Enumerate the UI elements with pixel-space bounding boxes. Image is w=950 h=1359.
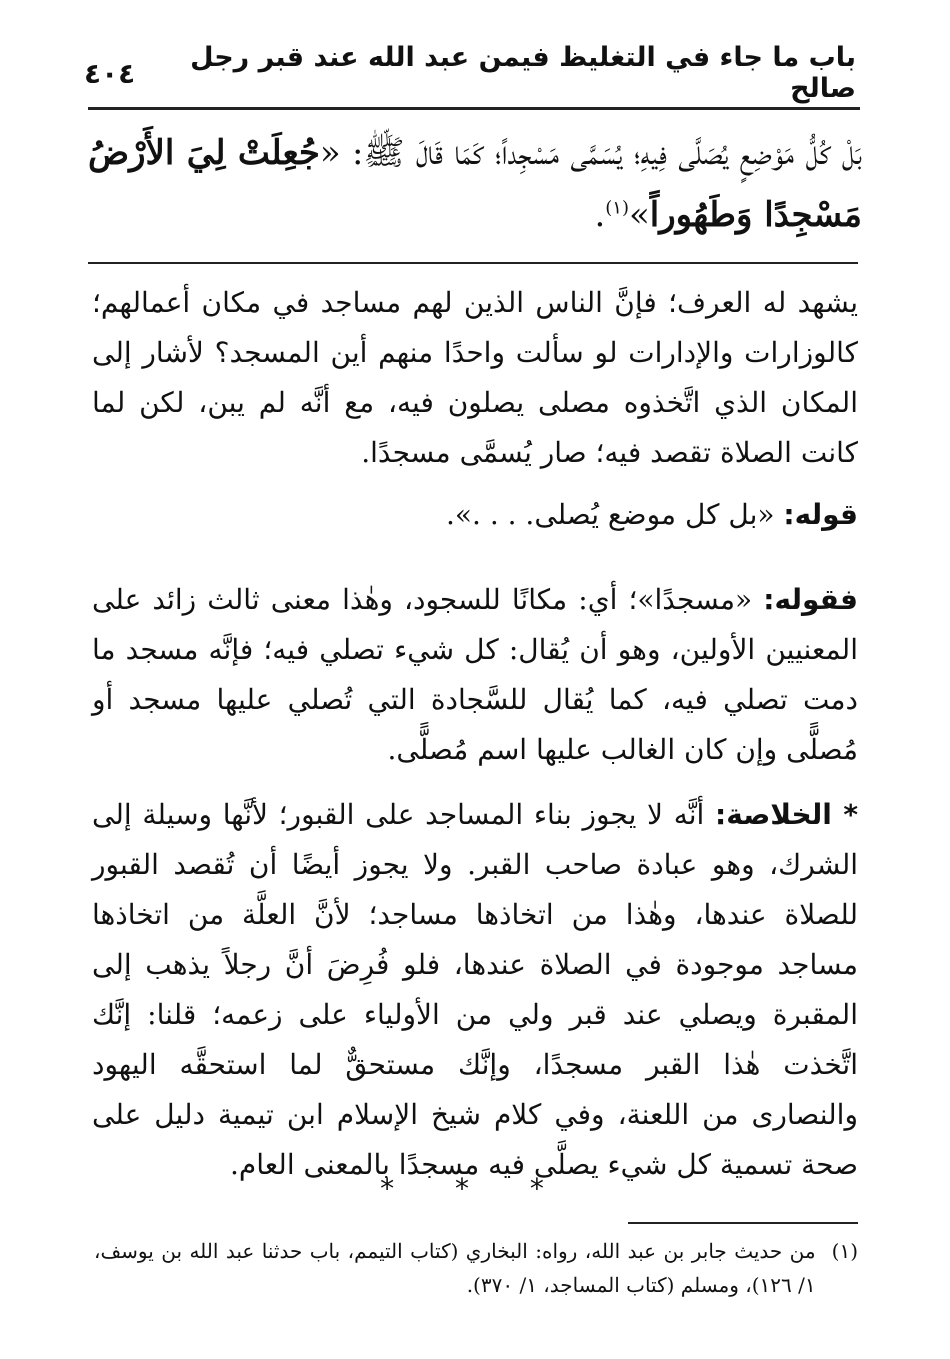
page-number: ٤٠٤ [84, 56, 136, 90]
summary-heading: * الخلاصة: [715, 798, 858, 831]
chapter-title: باب ما جاء في التغليظ فيمن عبد الله عند قبر رجل صالح [190, 42, 856, 104]
matn-end: . [594, 195, 606, 235]
commentary-paragraph-1: يشهد له العرف؛ فإنَّ الناس الذين لهم مساجد في مكان أعمالهم؛ كالوزارات والإدارات لو سألت واحدًا منهم أين المسجد؟ لأشار إلى المكان الذي اتَّخذوه مصلى يصلون فيه، مع أنَّه لم يبن، لكن لما كانت الصلاة تقصد فيه؛ صار يُسمَّى مسجدًا. [92, 286, 858, 469]
commentary-paragraph-3 [92, 575, 858, 775]
paragraph-lead-faqawluh: فقوله: [763, 583, 858, 616]
quote-close: » [628, 195, 650, 235]
hadith-quote: جُعِلَتْ لِيَ الأَرْضُ مَسْجِدًا وَطَهُوراً [88, 133, 862, 235]
footnote-reference: (١) [605, 197, 629, 219]
footnote-text: من حديث جابر بن عبد الله، رواه: البخاري (كتاب التيمم، باب حدثنا عبد الله بن يوسف، ١/ ١٢٦)، ومسلم (كتاب المساجد، ١/ ٣٧٠). [94, 1239, 816, 1297]
matn-divider [88, 262, 858, 264]
paragraph-body: أنَّه لا يجوز بناء المساجد على القبور؛ لأنَّها وسيلة إلى الشرك، وهو عبادة صاحب القبر. ولا يجوز أيضًا أن تُقصد القبور للصلاة عندها، وهٰذا من اتخاذها مساجد؛ لأنَّ العلَّة من اتخاذها مساجد موجودة في الصلاة عندها، فلو فُرِضَ أنَّ رجلاً يذهب إلى المقبرة ويصلي عند قبر ولي من الأولياء على زعمه؛ قلنا: إنَّك اتَّخذت هٰذا القبر مسجدًا، وإنَّك مستحقٌّ لما استحقَّه اليهود والنصارى من اللعنة، وفي كلام شيخ الإسلام ابن تيمية دليل على صحة تسمية كل شيء يصلَّى فيه مسجدًا بالمعنى العام. [92, 798, 858, 1181]
summary-paragraph [92, 790, 858, 1190]
footnote [94, 1234, 858, 1302]
header-divider [88, 107, 860, 110]
paragraph-body: «بل كل موضع يُصلى. . . .». [445, 498, 784, 531]
matn-sentence: بَلْ كُلُّ مَوْضِعٍ يُصَلَّى فِيهِ؛ يُسَمَّى مَسْجِداً؛ كَمَا قَالَ ﷺ: « [319, 133, 862, 173]
commentary-paragraph-2 [92, 490, 858, 540]
paragraph-lead-qawluh: قوله: [783, 498, 858, 531]
section-separator: * * * [380, 1172, 570, 1205]
footnote-number: (١) [831, 1239, 858, 1263]
running-header [84, 42, 856, 104]
footnote-divider [628, 1222, 858, 1224]
paragraph-body: «مسجدًا»؛ أي: مكانًا للسجود، وهٰذا معنى ثالث زائد على المعنيين الأولين، وهو أن يُقال: كل شيء تصلي فيه؛ فإنَّه مسجد ما دمت تصلي فيه، كما يُقال للسَّجادة التي تُصلي عليها مسجد أو مُصلًّى وإن كان الغالب عليها اسم مُصلًّى. [92, 583, 858, 766]
matn-text [88, 122, 862, 246]
